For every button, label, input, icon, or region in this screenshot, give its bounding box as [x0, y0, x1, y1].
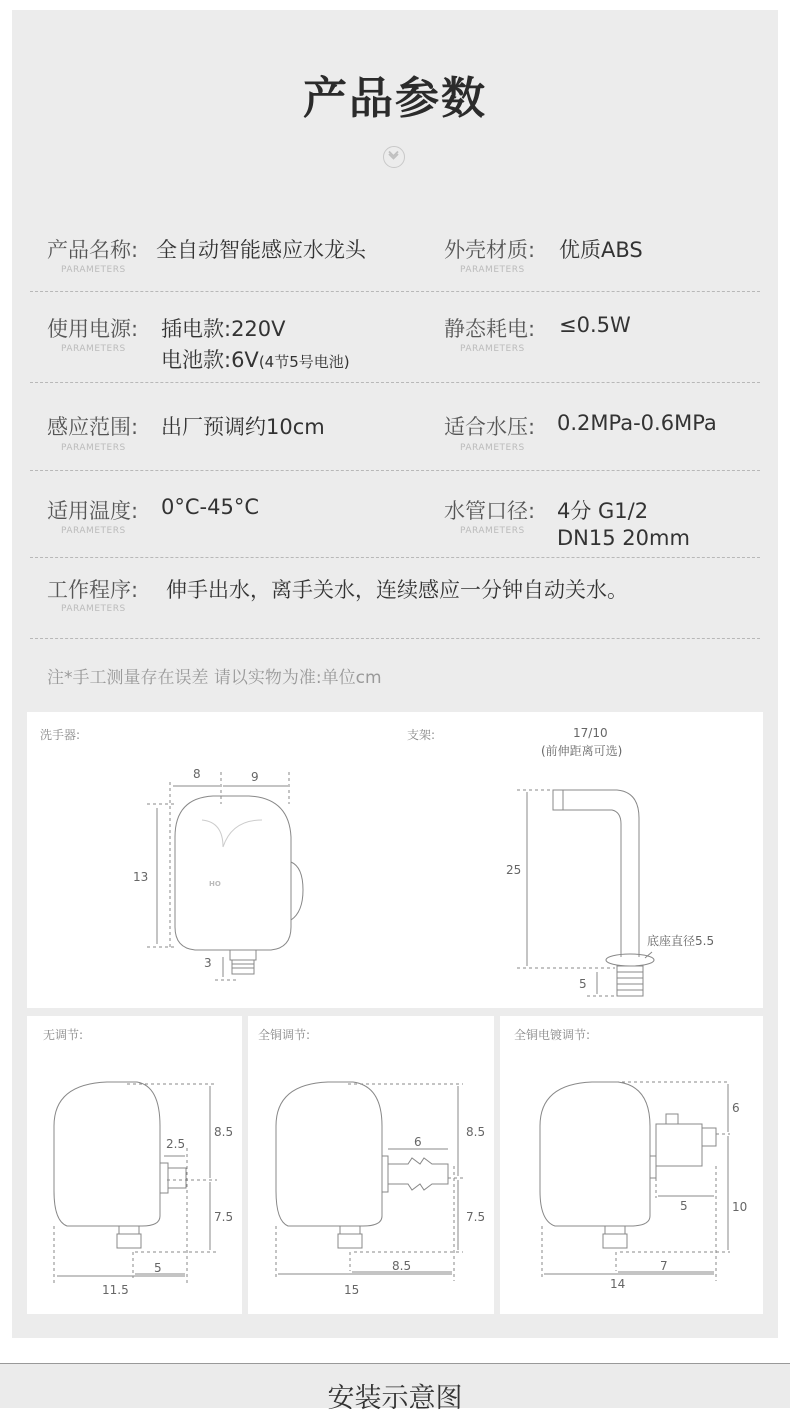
range-sub: PARAMETERS	[61, 443, 126, 453]
no-adjust-caption: 无调节:	[43, 1028, 84, 1042]
brand-logo: HO	[209, 880, 221, 888]
divider	[30, 638, 760, 639]
no-adjust-dim-inner: 5	[154, 1261, 162, 1275]
divider	[30, 382, 760, 383]
chevron-down-icon	[383, 146, 405, 168]
plated-dim-bottom: 10	[732, 1200, 748, 1214]
power-value-2: 电池款:6V(4节5号电池)	[161, 348, 350, 372]
pressure-sub: PARAMETERS	[460, 443, 525, 453]
bracket-dim-note: (前伸距离可选)	[541, 744, 623, 758]
range-value: 出厂预调约10cm	[161, 415, 325, 439]
copper-panel	[248, 1016, 494, 1314]
static-value: ≤0.5W	[559, 313, 631, 337]
copper-drawing	[248, 1016, 494, 1314]
bracket-dim-h: 25	[506, 863, 522, 877]
temp-sub: PARAMETERS	[61, 526, 126, 536]
pipe-value-1: 4分 G1/2	[557, 499, 649, 523]
page-title: 产品参数	[303, 73, 487, 124]
dimension-panel-top	[27, 712, 763, 1008]
no-adjust-dim-top: 8.5	[214, 1125, 234, 1139]
procedure-sub: PARAMETERS	[61, 604, 126, 614]
procedure-value: 伸手出水，离手关水，连续感应一分钟自动关水。	[166, 578, 628, 602]
static-label: 静态耗电:	[444, 317, 536, 341]
divider	[30, 557, 760, 558]
pipe-value-2: DN15 20mm	[557, 526, 690, 550]
temp-label: 适用温度:	[47, 499, 139, 523]
pressure-value: 0.2MPa-0.6MPa	[557, 411, 717, 435]
measurement-note: 注*手工测量存在误差 请以实物为准:单位cm	[47, 668, 382, 688]
plated-dim-side: 5	[680, 1199, 688, 1213]
plated-dim-width: 14	[610, 1277, 626, 1291]
copper-dim-side: 6	[414, 1135, 422, 1149]
pipe-sub: PARAMETERS	[460, 526, 525, 536]
dimension-drawing-top	[27, 712, 763, 1008]
copper-caption: 全铜调节:	[258, 1028, 311, 1042]
no-adjust-dim-bottom: 7.5	[214, 1210, 234, 1224]
copper-dim-width: 15	[344, 1283, 360, 1297]
no-adjust-panel	[27, 1016, 242, 1314]
shell-label: 外壳材质:	[444, 238, 536, 262]
no-adjust-drawing	[27, 1016, 242, 1314]
pressure-label: 适合水压:	[444, 415, 536, 439]
bracket-dim-base: 底座直径5.5	[647, 934, 715, 948]
copper-dim-bottom: 7.5	[466, 1210, 486, 1224]
copper-dim-top: 8.5	[466, 1125, 486, 1139]
plated-drawing	[500, 1016, 763, 1314]
washer-dim-w2: 9	[251, 770, 259, 784]
pipe-label: 水管口径:	[444, 499, 536, 523]
plated-caption: 全铜电镀调节:	[514, 1028, 591, 1042]
no-adjust-dim-side: 2.5	[166, 1137, 186, 1151]
washer-caption: 洗手器:	[40, 728, 81, 742]
name-sub: PARAMETERS	[61, 265, 126, 275]
install-section-title: 安装示意图	[327, 1383, 463, 1414]
plated-dim-top: 6	[732, 1101, 740, 1115]
plated-dim-inner: 7	[660, 1259, 668, 1273]
shell-value: 优质ABS	[559, 238, 643, 262]
bracket-dim-bottom: 5	[579, 977, 587, 991]
plated-panel	[500, 1016, 763, 1314]
name-value: 全自动智能感应水龙头	[156, 238, 366, 262]
divider	[30, 470, 760, 471]
shell-sub: PARAMETERS	[460, 265, 525, 275]
washer-dim-w1: 8	[193, 767, 201, 781]
bracket-dim-top: 17/10	[573, 726, 608, 740]
washer-dim-h: 13	[133, 870, 149, 884]
bracket-caption: 支架:	[407, 728, 436, 742]
range-label: 感应范围:	[47, 415, 139, 439]
name-label: 产品名称:	[47, 238, 139, 262]
power-sub: PARAMETERS	[61, 344, 126, 354]
static-sub: PARAMETERS	[460, 344, 525, 354]
procedure-label: 工作程序:	[47, 578, 139, 602]
washer-dim-base: 3	[204, 956, 212, 970]
power-value-1: 插电款:220V	[161, 317, 286, 341]
power-label: 使用电源:	[47, 317, 139, 341]
copper-dim-inner: 8.5	[392, 1259, 412, 1273]
no-adjust-dim-width: 11.5	[102, 1283, 129, 1297]
divider	[30, 291, 760, 292]
temp-value: 0°C-45°C	[161, 495, 259, 519]
